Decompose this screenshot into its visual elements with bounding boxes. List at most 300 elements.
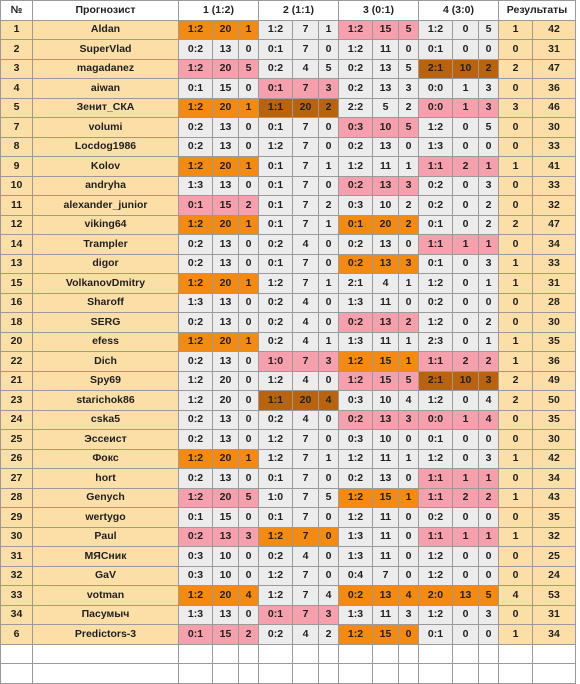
match-4-extra[interactable]: 1 bbox=[479, 274, 499, 294]
match-1-prediction[interactable]: 1:2 bbox=[179, 274, 213, 294]
match-4-score[interactable]: 0 bbox=[453, 508, 479, 528]
match-2-extra[interactable]: 0 bbox=[319, 293, 339, 313]
match-2-score[interactable]: 4 bbox=[293, 410, 319, 430]
match-4-score[interactable]: 0 bbox=[453, 176, 479, 196]
match-2-prediction[interactable]: 0:1 bbox=[259, 176, 293, 196]
match-1-score[interactable]: 20 bbox=[213, 20, 239, 40]
result-count[interactable]: 0 bbox=[499, 430, 533, 450]
match-2-score[interactable]: 4 bbox=[293, 547, 319, 567]
match-1-extra[interactable]: 1 bbox=[239, 157, 259, 177]
match-3-prediction[interactable]: 0:2 bbox=[339, 59, 373, 79]
match-2-prediction[interactable]: 1:2 bbox=[259, 20, 293, 40]
match-1-score[interactable]: 13 bbox=[213, 410, 239, 430]
empty-cell[interactable] bbox=[419, 664, 453, 684]
match-3-extra[interactable]: 0 bbox=[399, 469, 419, 489]
match-2-extra[interactable]: 3 bbox=[319, 79, 339, 99]
forecaster-name[interactable]: Paul bbox=[33, 527, 179, 547]
match-4-extra[interactable]: 1 bbox=[479, 332, 499, 352]
match-2-prediction[interactable]: 1:2 bbox=[259, 274, 293, 294]
match-2-extra[interactable]: 5 bbox=[319, 488, 339, 508]
match-1-score[interactable]: 13 bbox=[213, 40, 239, 60]
match-4-score[interactable]: 0 bbox=[453, 391, 479, 411]
match-3-prediction[interactable]: 0:2 bbox=[339, 176, 373, 196]
match-1-score[interactable]: 13 bbox=[213, 469, 239, 489]
match-1-prediction[interactable]: 1:2 bbox=[179, 391, 213, 411]
match-2-extra[interactable]: 3 bbox=[319, 352, 339, 372]
row-number[interactable]: 7 bbox=[1, 118, 33, 138]
result-points[interactable]: 46 bbox=[533, 98, 576, 118]
match-1-extra[interactable]: 0 bbox=[239, 352, 259, 372]
match-3-extra[interactable]: 3 bbox=[399, 410, 419, 430]
match-4-score[interactable]: 0 bbox=[453, 274, 479, 294]
match-4-extra[interactable]: 2 bbox=[479, 352, 499, 372]
match-3-score[interactable]: 13 bbox=[373, 137, 399, 157]
result-points[interactable]: 43 bbox=[533, 488, 576, 508]
row-number[interactable]: 20 bbox=[1, 332, 33, 352]
result-count[interactable]: 0 bbox=[499, 293, 533, 313]
match-3-extra[interactable]: 3 bbox=[399, 176, 419, 196]
match-3-extra[interactable]: 2 bbox=[399, 196, 419, 216]
match-1-score[interactable]: 13 bbox=[213, 137, 239, 157]
match-1-score[interactable]: 15 bbox=[213, 79, 239, 99]
row-number[interactable]: 15 bbox=[1, 274, 33, 294]
result-points[interactable]: 42 bbox=[533, 20, 576, 40]
match-3-score[interactable]: 13 bbox=[373, 469, 399, 489]
match-1-prediction[interactable]: 0:2 bbox=[179, 313, 213, 333]
match-1-extra[interactable]: 0 bbox=[239, 40, 259, 60]
match-2-extra[interactable]: 1 bbox=[319, 157, 339, 177]
match-4-prediction[interactable]: 2:0 bbox=[419, 586, 453, 606]
match-2-score[interactable]: 7 bbox=[293, 352, 319, 372]
match-3-prediction[interactable]: 0:2 bbox=[339, 313, 373, 333]
match-2-extra[interactable]: 1 bbox=[319, 215, 339, 235]
result-points[interactable]: 35 bbox=[533, 410, 576, 430]
match-3-extra[interactable]: 5 bbox=[399, 371, 419, 391]
match-3-prediction[interactable]: 0:2 bbox=[339, 137, 373, 157]
match-4-prediction[interactable]: 1:1 bbox=[419, 527, 453, 547]
match-3-score[interactable]: 4 bbox=[373, 274, 399, 294]
match-1-extra[interactable]: 0 bbox=[239, 566, 259, 586]
match-2-extra[interactable]: 1 bbox=[319, 20, 339, 40]
match-4-prediction[interactable]: 1:1 bbox=[419, 488, 453, 508]
match-1-score[interactable]: 13 bbox=[213, 254, 239, 274]
match-1-extra[interactable]: 0 bbox=[239, 430, 259, 450]
match-2-prediction[interactable]: 0:1 bbox=[259, 469, 293, 489]
match-4-prediction[interactable]: 1:2 bbox=[419, 313, 453, 333]
result-count[interactable]: 1 bbox=[499, 625, 533, 645]
result-count[interactable]: 0 bbox=[499, 79, 533, 99]
match-1-prediction[interactable]: 1:2 bbox=[179, 586, 213, 606]
result-count[interactable]: 0 bbox=[499, 313, 533, 333]
empty-cell[interactable] bbox=[293, 664, 319, 684]
forecaster-name[interactable]: viking64 bbox=[33, 215, 179, 235]
match-1-prediction[interactable]: 0:2 bbox=[179, 352, 213, 372]
result-count[interactable]: 1 bbox=[499, 449, 533, 469]
empty-cell[interactable] bbox=[479, 644, 499, 664]
match-1-prediction[interactable]: 0:1 bbox=[179, 196, 213, 216]
forecaster-name[interactable]: aiwan bbox=[33, 79, 179, 99]
match-2-score[interactable]: 4 bbox=[293, 625, 319, 645]
row-number[interactable]: 27 bbox=[1, 469, 33, 489]
match-4-score[interactable]: 0 bbox=[453, 118, 479, 138]
forecaster-name[interactable]: SERG bbox=[33, 313, 179, 333]
result-points[interactable]: 35 bbox=[533, 332, 576, 352]
result-points[interactable]: 50 bbox=[533, 391, 576, 411]
match-1-prediction[interactable]: 1:2 bbox=[179, 332, 213, 352]
match-3-prediction[interactable]: 0:4 bbox=[339, 566, 373, 586]
match-3-extra[interactable]: 4 bbox=[399, 586, 419, 606]
row-number[interactable]: 8 bbox=[1, 137, 33, 157]
match-3-score[interactable]: 13 bbox=[373, 586, 399, 606]
match-3-prediction[interactable]: 0:2 bbox=[339, 79, 373, 99]
empty-cell[interactable] bbox=[319, 644, 339, 664]
match-4-prediction[interactable]: 1:2 bbox=[419, 20, 453, 40]
match-1-score[interactable]: 10 bbox=[213, 566, 239, 586]
match-4-prediction[interactable]: 1:3 bbox=[419, 137, 453, 157]
result-points[interactable]: 49 bbox=[533, 371, 576, 391]
header-forecaster[interactable]: Прогнозист bbox=[33, 1, 179, 21]
match-4-extra[interactable]: 2 bbox=[479, 488, 499, 508]
result-count[interactable]: 0 bbox=[499, 40, 533, 60]
result-points[interactable]: 31 bbox=[533, 274, 576, 294]
row-number[interactable]: 11 bbox=[1, 196, 33, 216]
match-4-score[interactable]: 0 bbox=[453, 547, 479, 567]
match-4-extra[interactable]: 0 bbox=[479, 566, 499, 586]
match-2-prediction[interactable]: 0:1 bbox=[259, 40, 293, 60]
result-count[interactable]: 1 bbox=[499, 20, 533, 40]
match-1-score[interactable]: 13 bbox=[213, 352, 239, 372]
match-3-prediction[interactable]: 1:3 bbox=[339, 332, 373, 352]
match-3-prediction[interactable]: 1:3 bbox=[339, 527, 373, 547]
forecaster-name[interactable]: VolkanovDmitry bbox=[33, 274, 179, 294]
empty-cell[interactable] bbox=[33, 644, 179, 664]
match-2-prediction[interactable]: 1:2 bbox=[259, 566, 293, 586]
empty-cell[interactable] bbox=[213, 644, 239, 664]
empty-cell[interactable] bbox=[373, 644, 399, 664]
match-4-prediction[interactable]: 1:1 bbox=[419, 352, 453, 372]
match-1-score[interactable]: 13 bbox=[213, 235, 239, 255]
result-count[interactable]: 1 bbox=[499, 274, 533, 294]
match-2-extra[interactable]: 0 bbox=[319, 137, 339, 157]
match-1-extra[interactable]: 0 bbox=[239, 313, 259, 333]
match-4-prediction[interactable]: 1:2 bbox=[419, 391, 453, 411]
match-3-score[interactable]: 13 bbox=[373, 79, 399, 99]
result-count[interactable]: 1 bbox=[499, 488, 533, 508]
match-4-extra[interactable]: 2 bbox=[479, 59, 499, 79]
match-3-extra[interactable]: 0 bbox=[399, 527, 419, 547]
match-1-prediction[interactable]: 0:2 bbox=[179, 118, 213, 138]
match-4-prediction[interactable]: 0:2 bbox=[419, 293, 453, 313]
match-1-extra[interactable]: 2 bbox=[239, 625, 259, 645]
empty-cell[interactable] bbox=[533, 644, 576, 664]
match-2-extra[interactable]: 0 bbox=[319, 508, 339, 528]
result-points[interactable]: 30 bbox=[533, 118, 576, 138]
match-3-prediction[interactable]: 1:2 bbox=[339, 20, 373, 40]
match-4-prediction[interactable]: 1:2 bbox=[419, 605, 453, 625]
match-1-score[interactable]: 20 bbox=[213, 371, 239, 391]
match-3-prediction[interactable]: 1:3 bbox=[339, 293, 373, 313]
forecaster-name[interactable]: Sharoff bbox=[33, 293, 179, 313]
match-4-extra[interactable]: 3 bbox=[479, 79, 499, 99]
match-4-prediction[interactable]: 0:0 bbox=[419, 410, 453, 430]
match-3-extra[interactable]: 1 bbox=[399, 449, 419, 469]
match-4-extra[interactable]: 3 bbox=[479, 254, 499, 274]
match-3-score[interactable]: 11 bbox=[373, 293, 399, 313]
match-2-extra[interactable]: 1 bbox=[319, 332, 339, 352]
forecaster-name[interactable]: volumi bbox=[33, 118, 179, 138]
match-2-extra[interactable]: 0 bbox=[319, 313, 339, 333]
result-points[interactable]: 42 bbox=[533, 449, 576, 469]
match-2-prediction[interactable]: 0:2 bbox=[259, 313, 293, 333]
row-number[interactable]: 22 bbox=[1, 352, 33, 372]
match-4-prediction[interactable]: 0:2 bbox=[419, 508, 453, 528]
match-2-extra[interactable]: 3 bbox=[319, 605, 339, 625]
match-1-score[interactable]: 15 bbox=[213, 625, 239, 645]
empty-cell[interactable] bbox=[499, 644, 533, 664]
row-number[interactable]: 28 bbox=[1, 488, 33, 508]
match-2-prediction[interactable]: 1:2 bbox=[259, 449, 293, 469]
match-3-score[interactable]: 20 bbox=[373, 215, 399, 235]
result-count[interactable]: 4 bbox=[499, 586, 533, 606]
match-4-prediction[interactable]: 0:0 bbox=[419, 98, 453, 118]
match-4-extra[interactable]: 5 bbox=[479, 20, 499, 40]
row-number[interactable]: 6 bbox=[1, 625, 33, 645]
match-3-score[interactable]: 11 bbox=[373, 40, 399, 60]
match-2-extra[interactable]: 4 bbox=[319, 586, 339, 606]
match-4-score[interactable]: 10 bbox=[453, 371, 479, 391]
forecaster-name[interactable]: wertygo bbox=[33, 508, 179, 528]
empty-cell[interactable] bbox=[399, 644, 419, 664]
match-2-prediction[interactable]: 1:2 bbox=[259, 430, 293, 450]
result-points[interactable]: 32 bbox=[533, 527, 576, 547]
result-points[interactable]: 34 bbox=[533, 235, 576, 255]
match-2-score[interactable]: 7 bbox=[293, 527, 319, 547]
match-4-extra[interactable]: 2 bbox=[479, 313, 499, 333]
match-4-prediction[interactable]: 0:2 bbox=[419, 196, 453, 216]
match-3-prediction[interactable]: 2:1 bbox=[339, 274, 373, 294]
forecaster-name[interactable]: andryha bbox=[33, 176, 179, 196]
match-4-extra[interactable]: 0 bbox=[479, 40, 499, 60]
match-2-extra[interactable]: 2 bbox=[319, 98, 339, 118]
match-4-prediction[interactable]: 2:1 bbox=[419, 371, 453, 391]
match-4-score[interactable]: 0 bbox=[453, 566, 479, 586]
row-number[interactable]: 14 bbox=[1, 235, 33, 255]
empty-cell[interactable] bbox=[1, 644, 33, 664]
empty-cell[interactable] bbox=[399, 664, 419, 684]
match-2-extra[interactable]: 2 bbox=[319, 196, 339, 216]
result-count[interactable]: 3 bbox=[499, 98, 533, 118]
match-3-score[interactable]: 15 bbox=[373, 352, 399, 372]
header-results[interactable]: Результаты bbox=[499, 1, 576, 21]
empty-cell[interactable] bbox=[259, 644, 293, 664]
match-2-score[interactable]: 7 bbox=[293, 488, 319, 508]
match-3-prediction[interactable]: 0:2 bbox=[339, 410, 373, 430]
match-1-prediction[interactable]: 1:3 bbox=[179, 293, 213, 313]
match-3-prediction[interactable]: 0:1 bbox=[339, 215, 373, 235]
match-4-score[interactable]: 1 bbox=[453, 98, 479, 118]
forecaster-name[interactable]: votman bbox=[33, 586, 179, 606]
match-3-prediction[interactable]: 1:2 bbox=[339, 40, 373, 60]
match-1-extra[interactable]: 4 bbox=[239, 586, 259, 606]
result-count[interactable]: 1 bbox=[499, 157, 533, 177]
result-points[interactable]: 34 bbox=[533, 469, 576, 489]
forecaster-name[interactable]: Aldan bbox=[33, 20, 179, 40]
match-3-prediction[interactable]: 1:2 bbox=[339, 488, 373, 508]
header-match-1[interactable]: 1 (1:2) bbox=[179, 1, 259, 21]
match-2-extra[interactable]: 1 bbox=[319, 274, 339, 294]
forecaster-name[interactable]: efess bbox=[33, 332, 179, 352]
match-2-score[interactable]: 4 bbox=[293, 235, 319, 255]
match-2-prediction[interactable]: 0:2 bbox=[259, 293, 293, 313]
match-1-score[interactable]: 20 bbox=[213, 59, 239, 79]
match-4-score[interactable]: 0 bbox=[453, 20, 479, 40]
match-4-prediction[interactable]: 1:1 bbox=[419, 469, 453, 489]
match-2-prediction[interactable]: 0:2 bbox=[259, 332, 293, 352]
match-1-score[interactable]: 13 bbox=[213, 605, 239, 625]
result-count[interactable]: 0 bbox=[499, 410, 533, 430]
match-2-prediction[interactable]: 1:0 bbox=[259, 488, 293, 508]
match-3-score[interactable]: 13 bbox=[373, 59, 399, 79]
result-points[interactable]: 30 bbox=[533, 313, 576, 333]
forecaster-name[interactable]: Predictors-3 bbox=[33, 625, 179, 645]
match-4-extra[interactable]: 3 bbox=[479, 176, 499, 196]
empty-cell[interactable] bbox=[339, 664, 373, 684]
result-points[interactable]: 47 bbox=[533, 59, 576, 79]
match-2-extra[interactable]: 0 bbox=[319, 254, 339, 274]
match-4-prediction[interactable]: 1:2 bbox=[419, 449, 453, 469]
match-2-extra[interactable]: 0 bbox=[319, 410, 339, 430]
match-4-extra[interactable]: 5 bbox=[479, 586, 499, 606]
match-4-extra[interactable]: 1 bbox=[479, 235, 499, 255]
match-4-score[interactable]: 0 bbox=[453, 137, 479, 157]
match-2-prediction[interactable]: 0:1 bbox=[259, 79, 293, 99]
match-4-score[interactable]: 2 bbox=[453, 157, 479, 177]
match-3-score[interactable]: 15 bbox=[373, 20, 399, 40]
match-2-score[interactable]: 7 bbox=[293, 118, 319, 138]
result-points[interactable]: 47 bbox=[533, 215, 576, 235]
match-3-score[interactable]: 11 bbox=[373, 332, 399, 352]
match-3-extra[interactable]: 5 bbox=[399, 118, 419, 138]
match-1-score[interactable]: 20 bbox=[213, 449, 239, 469]
result-points[interactable]: 33 bbox=[533, 176, 576, 196]
match-4-extra[interactable]: 0 bbox=[479, 430, 499, 450]
match-4-extra[interactable]: 5 bbox=[479, 118, 499, 138]
match-4-score[interactable]: 1 bbox=[453, 410, 479, 430]
match-4-score[interactable]: 13 bbox=[453, 586, 479, 606]
match-3-extra[interactable]: 0 bbox=[399, 40, 419, 60]
match-1-prediction[interactable]: 0:2 bbox=[179, 410, 213, 430]
row-number[interactable]: 2 bbox=[1, 40, 33, 60]
match-1-score[interactable]: 20 bbox=[213, 215, 239, 235]
match-3-prediction[interactable]: 0:3 bbox=[339, 430, 373, 450]
match-1-extra[interactable]: 1 bbox=[239, 215, 259, 235]
match-3-extra[interactable]: 1 bbox=[399, 274, 419, 294]
match-2-extra[interactable]: 5 bbox=[319, 59, 339, 79]
match-4-extra[interactable]: 4 bbox=[479, 410, 499, 430]
match-2-extra[interactable]: 0 bbox=[319, 547, 339, 567]
match-1-score[interactable]: 13 bbox=[213, 118, 239, 138]
row-number[interactable]: 30 bbox=[1, 527, 33, 547]
match-3-extra[interactable]: 0 bbox=[399, 508, 419, 528]
match-4-prediction[interactable]: 1:1 bbox=[419, 157, 453, 177]
empty-cell[interactable] bbox=[239, 664, 259, 684]
match-4-prediction[interactable]: 1:2 bbox=[419, 118, 453, 138]
result-points[interactable]: 34 bbox=[533, 625, 576, 645]
match-1-score[interactable]: 20 bbox=[213, 391, 239, 411]
match-4-prediction[interactable]: 0:2 bbox=[419, 176, 453, 196]
match-4-score[interactable]: 0 bbox=[453, 625, 479, 645]
match-2-score[interactable]: 7 bbox=[293, 469, 319, 489]
match-1-extra[interactable]: 0 bbox=[239, 391, 259, 411]
match-3-score[interactable]: 11 bbox=[373, 449, 399, 469]
forecaster-name[interactable]: hort bbox=[33, 469, 179, 489]
match-2-score[interactable]: 7 bbox=[293, 157, 319, 177]
match-3-prediction[interactable]: 1:3 bbox=[339, 605, 373, 625]
match-2-prediction[interactable]: 0:1 bbox=[259, 605, 293, 625]
match-3-extra[interactable]: 1 bbox=[399, 488, 419, 508]
result-count[interactable]: 0 bbox=[499, 235, 533, 255]
row-number[interactable]: 32 bbox=[1, 566, 33, 586]
match-1-prediction[interactable]: 0:2 bbox=[179, 40, 213, 60]
match-4-score[interactable]: 1 bbox=[453, 469, 479, 489]
row-number[interactable]: 3 bbox=[1, 59, 33, 79]
match-2-extra[interactable]: 0 bbox=[319, 566, 339, 586]
match-1-score[interactable]: 20 bbox=[213, 586, 239, 606]
result-count[interactable]: 0 bbox=[499, 469, 533, 489]
empty-cell[interactable] bbox=[453, 644, 479, 664]
match-2-extra[interactable]: 0 bbox=[319, 469, 339, 489]
match-4-score[interactable]: 0 bbox=[453, 254, 479, 274]
match-2-score[interactable]: 7 bbox=[293, 137, 319, 157]
match-4-prediction[interactable]: 2:1 bbox=[419, 59, 453, 79]
match-4-prediction[interactable]: 0:1 bbox=[419, 430, 453, 450]
match-2-score[interactable]: 20 bbox=[293, 98, 319, 118]
result-count[interactable]: 0 bbox=[499, 176, 533, 196]
match-1-extra[interactable]: 2 bbox=[239, 196, 259, 216]
match-2-extra[interactable]: 4 bbox=[319, 391, 339, 411]
match-1-extra[interactable]: 0 bbox=[239, 79, 259, 99]
match-3-extra[interactable]: 1 bbox=[399, 352, 419, 372]
match-2-extra[interactable]: 2 bbox=[319, 625, 339, 645]
match-2-score[interactable]: 7 bbox=[293, 20, 319, 40]
forecaster-name[interactable]: МЯСник bbox=[33, 547, 179, 567]
match-1-score[interactable]: 15 bbox=[213, 508, 239, 528]
match-4-score[interactable]: 1 bbox=[453, 527, 479, 547]
forecaster-name[interactable]: magadanez bbox=[33, 59, 179, 79]
empty-cell[interactable] bbox=[373, 664, 399, 684]
forecaster-name[interactable]: digor bbox=[33, 254, 179, 274]
match-2-score[interactable]: 7 bbox=[293, 566, 319, 586]
match-1-prediction[interactable]: 0:3 bbox=[179, 566, 213, 586]
row-number[interactable]: 26 bbox=[1, 449, 33, 469]
match-4-extra[interactable]: 1 bbox=[479, 157, 499, 177]
match-2-score[interactable]: 4 bbox=[293, 293, 319, 313]
row-number[interactable]: 12 bbox=[1, 215, 33, 235]
result-points[interactable]: 41 bbox=[533, 157, 576, 177]
forecaster-name[interactable]: Kolov bbox=[33, 157, 179, 177]
match-4-score[interactable]: 10 bbox=[453, 59, 479, 79]
match-1-prediction[interactable]: 0:2 bbox=[179, 235, 213, 255]
match-1-extra[interactable]: 0 bbox=[239, 254, 259, 274]
match-3-score[interactable]: 13 bbox=[373, 176, 399, 196]
row-number[interactable]: 18 bbox=[1, 313, 33, 333]
match-3-prediction[interactable]: 0:2 bbox=[339, 254, 373, 274]
result-count[interactable]: 0 bbox=[499, 118, 533, 138]
match-1-extra[interactable]: 0 bbox=[239, 371, 259, 391]
result-count[interactable]: 1 bbox=[499, 332, 533, 352]
match-4-prediction[interactable]: 0:1 bbox=[419, 215, 453, 235]
match-3-score[interactable]: 11 bbox=[373, 508, 399, 528]
